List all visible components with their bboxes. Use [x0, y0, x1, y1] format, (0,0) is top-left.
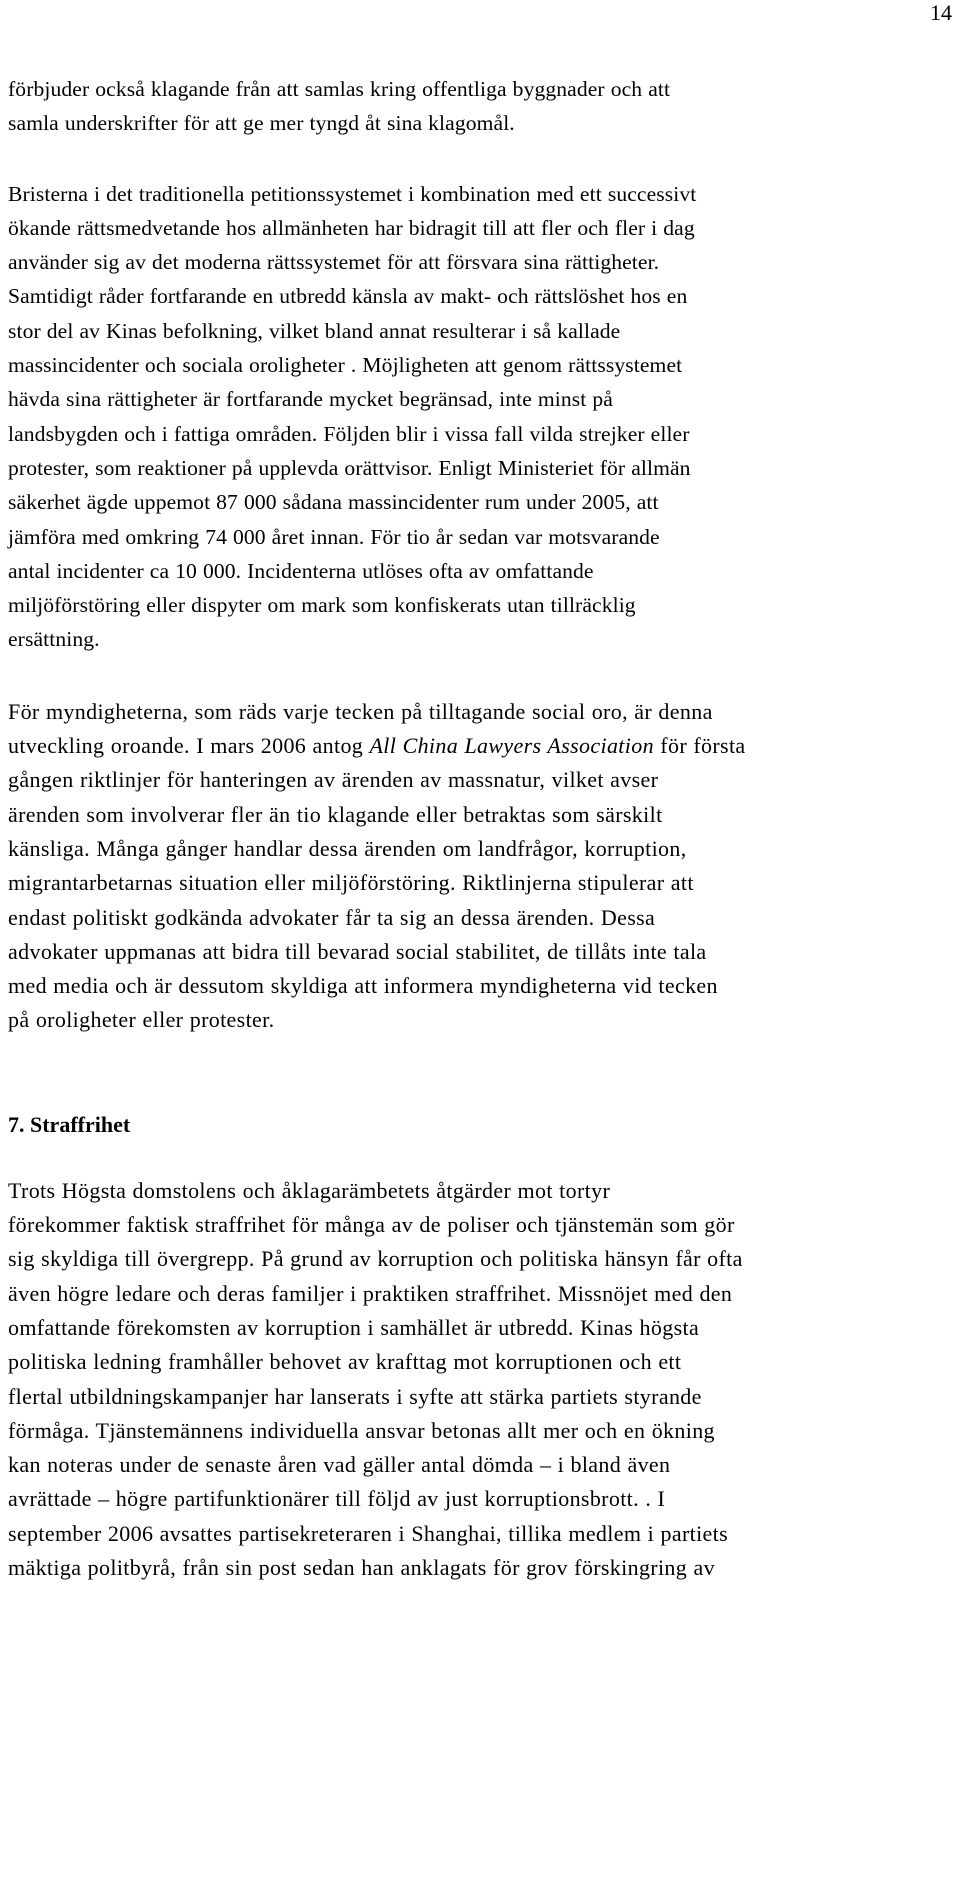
text-line: advokater uppmanas att bidra till bevarad social stabilitet, de tillåts inte tala — [8, 938, 707, 964]
document-body — [8, 72, 954, 1585]
text-line: Trots Högsta domstolens och åklagarämbetets åtgärder mot tortyr — [8, 1177, 611, 1203]
text-line: avrättade – högre partifunktionärer till följd av just korruptionsbrott. . I — [8, 1486, 666, 1512]
text-line: ökande rättsmedvetande hos allmänheten har bidragit till att fler och fler i dag — [8, 215, 695, 240]
paragraph-4 — [8, 1174, 954, 1586]
text-line: förekommer faktisk straffrihet för många av de poliser och tjänstemän som gör — [8, 1212, 735, 1238]
text-line: migrantarbetarnas situation eller miljöförstöring. Riktlinjerna stipulerar att — [8, 870, 694, 896]
text-line: protester, som reaktioner på upplevda orättvisor. Enligt Ministeriet för allmän — [8, 455, 691, 480]
text-line: även högre ledare och deras familjer i praktiken straffrihet. Missnöjet med den — [8, 1280, 733, 1306]
text-line: känsliga. Många gånger handlar dessa ärenden om landfrågor, korruption, — [8, 835, 687, 861]
text-line: september 2006 avsattes partisekreteraren i Shanghai, tillika medlem i partiets — [8, 1520, 729, 1546]
text-line: stor del av Kinas befolkning, vilket bland annat resulterar i så kallade — [8, 318, 621, 343]
text-line: kan noteras under de senaste åren vad gäller antal dömda – i bland även — [8, 1452, 671, 1478]
paragraph-3 — [8, 695, 954, 1038]
text-fragment: utveckling oroande. I mars 2006 antog — [8, 733, 370, 759]
text-line: landsbygden och i fattiga områden. Följden blir i vissa fall vilda strejker eller — [8, 421, 690, 446]
section-heading: 7. Straffrihet — [8, 1111, 131, 1137]
text-line: Samtidigt råder fortfarande en utbredd känsla av makt- och rättslöshet hos en — [8, 284, 688, 309]
organization-name: All China Lawyers Association — [369, 733, 654, 759]
text-line: hävda sina rättigheter är fortfarande mycket begränsad, inte minst på — [8, 387, 613, 412]
text-line: på oroligheter eller protester. — [8, 1007, 275, 1033]
text-line: endast politiskt godkända advokater får ta sig an dessa ärenden. Dessa — [8, 904, 656, 930]
text-line: använder sig av det moderna rättssystemet för att försvara sina rättigheter. — [8, 250, 660, 275]
paragraph-1 — [8, 72, 954, 141]
text-line: ersättning. — [8, 627, 100, 652]
text-line: omfattande förekomsten av korruption i samhället är utbredd. Kinas högsta — [8, 1314, 700, 1340]
text-line: förbjuder också klagande från att samlas kring offentliga byggnader och att — [8, 77, 671, 101]
text-line: mäktiga politbyrå, från sin post sedan han anklagats för grov förskingring av — [8, 1554, 715, 1580]
text-line: antal incidenter ca 10 000. Incidenterna utlöses ofta av omfattande — [8, 558, 594, 583]
paragraph-2 — [8, 177, 954, 657]
text-line: säkerhet ägde uppemot 87 000 sådana massincidenter rum under 2005, att — [8, 490, 659, 515]
text-line: För myndigheterna, som räds varje tecken på tilltagande social oro, är denna — [8, 698, 713, 724]
text-line: jämföra med omkring 74 000 året innan. För tio år sedan var motsvarande — [8, 524, 660, 549]
text-line: gången riktlinjer för hanteringen av ärenden av massnatur, vilket avser — [8, 767, 659, 793]
text-fragment: för första — [653, 733, 746, 759]
text-line: sig skyldiga till övergrepp. På grund av korruption och politiska hänsyn får ofta — [8, 1246, 743, 1272]
text-line: politiska ledning framhåller behovet av krafttag mot korruptionen och ett — [8, 1349, 682, 1375]
text-line: samla underskrifter för att ge mer tyngd åt sina klagomål. — [8, 111, 515, 136]
text-line: ärenden som involverar fler än tio klagande eller betraktas som särskilt — [8, 801, 663, 827]
text-line: med media och är dessutom skyldiga att informera myndigheterna vid tecken — [8, 973, 718, 999]
text-line-with-italic — [8, 729, 954, 763]
text-line: flertal utbildningskampanjer har lanserats i syfte att stärka partiets styrande — [8, 1383, 702, 1409]
text-line: miljöförstöring eller dispyter om mark som konfiskerats utan tillräcklig — [8, 593, 636, 618]
page-number: 14 — [930, 0, 952, 25]
text-line: förmåga. Tjänstemännens individuella ansvar betonas allt mer och en ökning — [8, 1417, 715, 1443]
text-line: massincidenter och sociala oroligheter . Möjligheten att genom rättssystemet — [8, 353, 683, 378]
text-line: Bristerna i det traditionella petitionssystemet i kombination med ett successivt — [8, 181, 697, 206]
